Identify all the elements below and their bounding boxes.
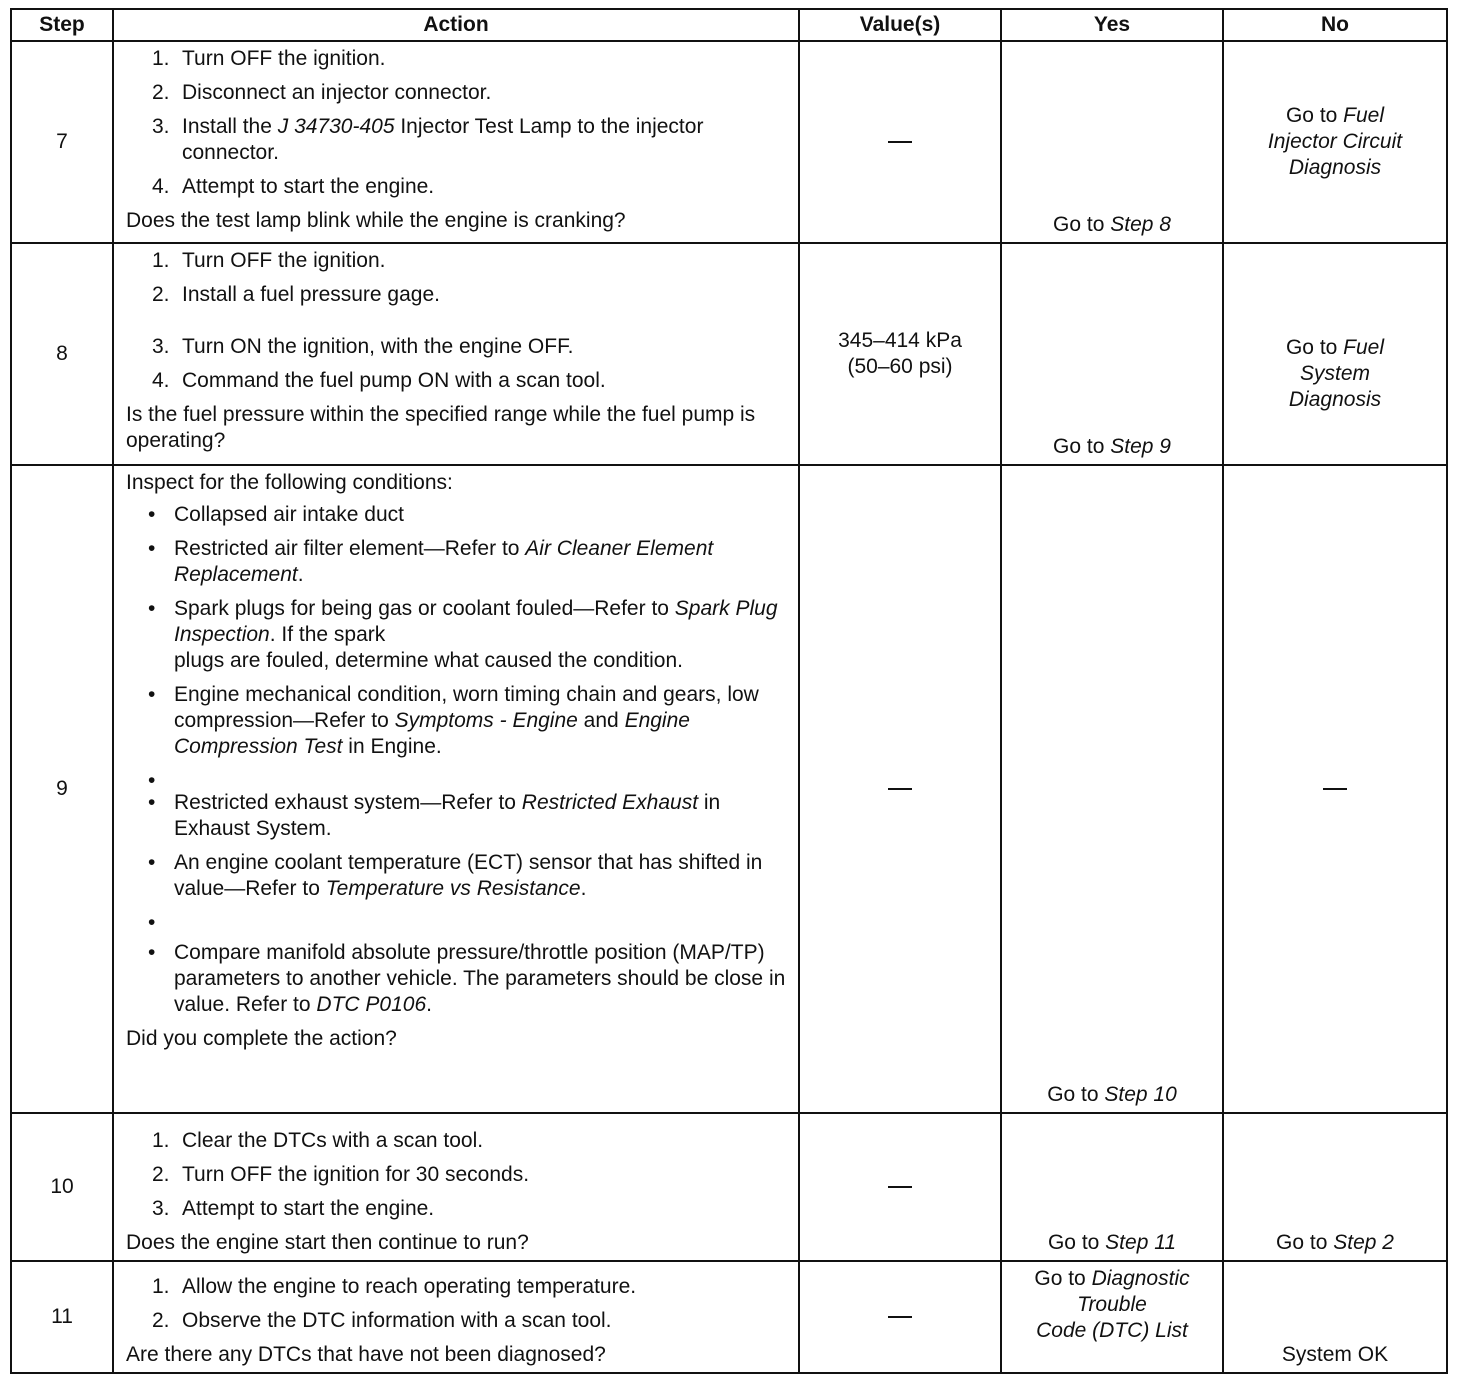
no-cell	[1223, 41, 1447, 243]
yes-cell	[1001, 243, 1223, 465]
pressure-range-psi: (50–60 psi)	[847, 355, 953, 378]
no-cell	[1223, 243, 1447, 465]
no-cell	[1223, 465, 1447, 1113]
empty-value-dash	[888, 1186, 912, 1188]
empty-value-dash	[888, 1316, 912, 1318]
table-row-step-8	[11, 243, 1447, 465]
list-item: 1. Allow the engine to reach operating temperature.	[152, 1275, 637, 1298]
question-text: Are there any DTCs that have not been diagnosed?	[126, 1343, 606, 1366]
no-result-text: System OK	[1281, 1343, 1389, 1366]
list-item: 4. Attempt to start the engine.	[152, 175, 435, 198]
diagnostic-table	[10, 8, 1448, 1374]
pressure-range-kpa: 345–414 kPa	[838, 329, 962, 352]
list-item: 2. Disconnect an injector connector.	[152, 81, 492, 104]
spacer	[126, 910, 788, 940]
action-cell	[113, 41, 799, 243]
step-number: 8	[11, 243, 113, 465]
list-item: 4. Command the fuel pump ON with a scan tool.	[152, 369, 606, 392]
yes-action-link[interactable]: Go to Step 10	[1047, 1083, 1177, 1106]
table-row-step-11	[11, 1261, 1447, 1373]
list-item: • Spark plugs for being gas or coolant fouled—Refer to Spark Plug Inspection. If the spark plugs are fouled, determine what caused the condition.	[126, 596, 788, 674]
header-row	[11, 9, 1447, 41]
step-number: 9	[11, 465, 113, 1113]
spacer	[126, 768, 788, 790]
header-action: Action	[113, 9, 799, 41]
list-item: 3. Install the J 34730-405 Injector Test Lamp to the injector connector.	[152, 115, 704, 164]
list-item: 1. Turn OFF the ignition.	[152, 47, 386, 70]
list-item: • Collapsed air intake duct	[126, 502, 788, 528]
list-item: 2. Turn OFF the ignition for 30 seconds.	[152, 1163, 530, 1186]
yes-cell	[1001, 41, 1223, 243]
yes-cell	[1001, 1113, 1223, 1261]
list-item: • Engine mechanical condition, worn timing chain and gears, low compression—Refer to Symptoms - Engine and Engine Compression Test in Engine.	[126, 682, 788, 760]
list-item: • Compare manifold absolute pressure/throttle position (MAP/TP) parameters to another vehicle. The parameters should be close in value. Refer to DTC P0106.	[126, 940, 788, 1018]
tool-reference: J 34730-405	[277, 115, 395, 138]
yes-cell	[1001, 1261, 1223, 1373]
action-cell	[113, 465, 799, 1113]
table-row-step-10	[11, 1113, 1447, 1261]
value-cell	[799, 243, 1001, 465]
header-step: Step	[11, 9, 113, 41]
step-number: 7	[11, 41, 113, 243]
action-cell	[113, 243, 799, 465]
step-number: 10	[11, 1113, 113, 1261]
list-item: • Restricted air filter element—Refer to Air Cleaner Element Replacement.	[126, 536, 788, 588]
list-item: 3. Attempt to start the engine.	[152, 1197, 435, 1220]
no-cell	[1223, 1261, 1447, 1373]
list-item: 2. Observe the DTC information with a scan tool.	[152, 1309, 612, 1332]
yes-action-link[interactable]: Go to Step 11	[1047, 1231, 1177, 1254]
yes-action-link[interactable]: Go to Step 8	[1053, 213, 1171, 236]
no-cell	[1223, 1113, 1447, 1261]
header-no: No	[1223, 9, 1447, 41]
value-cell	[799, 1113, 1001, 1261]
question-text: Is the fuel pressure within the specified range while the fuel pump is operating?	[126, 403, 756, 452]
header-values: Value(s)	[799, 9, 1001, 41]
diagnostic-table-page	[10, 8, 1448, 1374]
question-text: Does the test lamp blink while the engine is cranking?	[126, 209, 626, 232]
no-action-link[interactable]: Go to Step 2	[1276, 1231, 1394, 1254]
yes-cell	[1001, 465, 1223, 1113]
question-text: Does the engine start then continue to run?	[126, 1231, 529, 1254]
action-cell	[113, 1113, 799, 1261]
value-cell	[799, 41, 1001, 243]
empty-no-dash	[1323, 788, 1347, 790]
yes-action-link[interactable]: Go to Step 9	[1053, 435, 1171, 458]
value-cell	[799, 1261, 1001, 1373]
table-row-step-7	[11, 41, 1447, 243]
no-action-link[interactable]: Go to Fuel Injector Circuit Diagnosis	[1267, 104, 1403, 179]
empty-value-dash	[888, 141, 912, 143]
action-cell	[113, 1261, 799, 1373]
question-text: Did you complete the action?	[126, 1027, 397, 1050]
yes-action-link[interactable]: Go to Diagnostic Trouble Code (DTC) List	[1034, 1267, 1190, 1342]
header-yes: Yes	[1001, 9, 1223, 41]
list-item: • An engine coolant temperature (ECT) sensor that has shifted in value—Refer to Temperature vs Resistance.	[126, 850, 788, 902]
table-row-step-9	[11, 465, 1447, 1113]
step-number: 11	[11, 1261, 113, 1373]
list-item: 3. Turn ON the ignition, with the engine OFF.	[152, 335, 574, 358]
list-item: 1. Clear the DTCs with a scan tool.	[152, 1129, 484, 1152]
empty-value-dash	[888, 788, 912, 790]
list-item: • Restricted exhaust system—Refer to Restricted Exhaust in Exhaust System.	[126, 790, 788, 842]
value-cell	[799, 465, 1001, 1113]
list-item: 1. Turn OFF the ignition.	[152, 249, 386, 272]
list-item: 2. Install a fuel pressure gage.	[152, 283, 440, 306]
intro-text: Inspect for the following conditions:	[126, 471, 453, 494]
no-action-link[interactable]: Go to Fuel System Diagnosis	[1285, 336, 1385, 411]
